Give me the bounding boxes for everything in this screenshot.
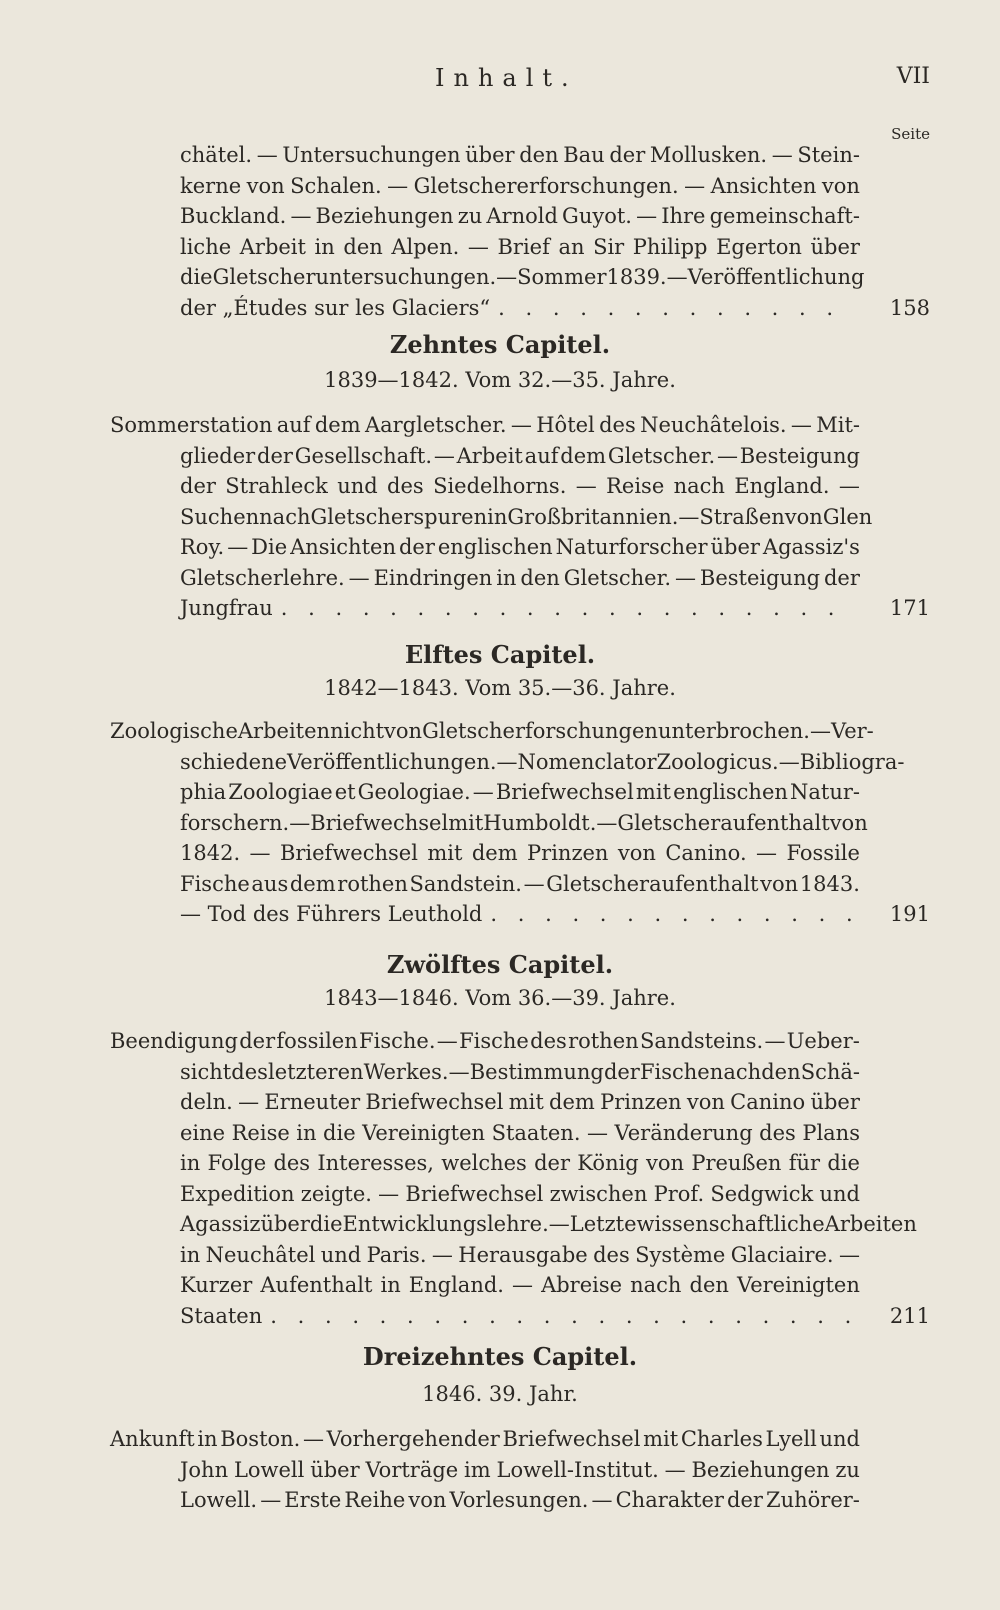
entry-last-line bbox=[180, 899, 860, 929]
entry-text-line: der Strahleck und des Siedelhorns. — Reise nach England. — bbox=[180, 474, 860, 498]
chapter-years: 1846. 39. Jahr. bbox=[422, 1382, 578, 1406]
entry-text-line: glieder der Gesellschaft. — Arbeit auf dem Gletscher. — Besteigung bbox=[180, 443, 860, 468]
entry-text-line: phia Zoologiae et Geologiae. — Briefwechsel mit englischen Natur- bbox=[180, 780, 860, 804]
dot-leader bbox=[270, 1301, 852, 1331]
entry-last-line-text: — Tod des Führers Leuthold bbox=[180, 902, 483, 926]
entry-text-line: Zoologische Arbeiten nicht von Gletscherforschungen unterbrochen. — Ver- bbox=[110, 719, 874, 743]
entry-text-line: kerne von Schalen. — Gletschererforschungen. — Ansichten von bbox=[180, 173, 860, 198]
entry-last-line-text: Staaten bbox=[180, 1303, 263, 1328]
chapter-years: 1839—1842. Vom 32.—35. Jahre. bbox=[324, 368, 676, 392]
entry-text-line: Roy. — Die Ansichten der englischen Naturforscher über Agassiz's bbox=[180, 535, 860, 559]
entry-text-line: in Neuchâtel und Paris. — Herausgabe des Système Glaciaire. — bbox=[180, 1242, 860, 1267]
entry-text-line: forschern. — Briefwechsel mit Humboldt. — Gletscheraufenthalt von bbox=[180, 810, 868, 835]
entry-last-line bbox=[180, 593, 860, 623]
dot-leader bbox=[281, 593, 852, 623]
running-head bbox=[0, 64, 1000, 94]
entry-text-line: Fische aus dem rothen Sandstein. — Gletscheraufenthalt von 1843. bbox=[180, 871, 860, 896]
entry-page-number: 211 bbox=[889, 1303, 930, 1328]
entry-text-line: John Lowell über Vorträge im Lowell-Institut. — Beziehungen zu bbox=[180, 1457, 860, 1482]
entry-text-line: die Gletscheruntersuchungen. — Sommer 1839. — Veröffentlichung bbox=[180, 265, 865, 289]
entry-page-number: 191 bbox=[889, 902, 930, 926]
chapter-years: 1843—1846. Vom 36.—39. Jahre. bbox=[324, 986, 676, 1010]
entry-text-line: Gletscherlehre. — Eindringen in den Gletscher. — Besteigung der bbox=[180, 565, 860, 590]
entry-text-line: sicht des letzteren Werkes. — Bestimmung der Fische nach den Schä- bbox=[180, 1059, 860, 1084]
entry-last-line bbox=[180, 293, 860, 323]
chapter-title: Zehntes Capitel. bbox=[389, 330, 611, 359]
running-head-title: Inhalt. bbox=[435, 64, 578, 92]
entry-text-line: Beendigung der fossilen Fische. — Fische des rothen Sandsteins. — Ueber- bbox=[110, 1029, 860, 1053]
chapter-title: Dreizehntes Capitel. bbox=[362, 1342, 638, 1371]
seite-label: Seite bbox=[891, 125, 930, 143]
entry-text-line: schiedene Veröffentlichungen. — Nomenclator Zoologicus. — Bibliogra- bbox=[180, 749, 905, 774]
entry-last-line bbox=[180, 1301, 860, 1331]
entry-text-line: Buckland. — Beziehungen zu Arnold Guyot. — Ihre gemeinschaft- bbox=[180, 204, 860, 228]
dot-leader bbox=[490, 899, 852, 929]
entry-page-number: 158 bbox=[889, 295, 930, 320]
chapter-title: Elftes Capitel. bbox=[404, 640, 596, 669]
entry-text-line: chätel. — Untersuchungen über den Bau der Mollusken. — Stein- bbox=[180, 143, 860, 167]
entry-text-line: Ankunft in Boston. — Vorhergehender Briefwechsel mit Charles Lyell und bbox=[110, 1427, 860, 1451]
entry-page-number: 171 bbox=[889, 596, 930, 620]
entry-text-line: Expedition zeigte. — Briefwechsel zwischen Prof. Sedgwick und bbox=[180, 1181, 860, 1206]
chapter-title: Zwölftes Capitel. bbox=[386, 950, 614, 979]
entry-text-line: 1842. — Briefwechsel mit dem Prinzen von Canino. — Fossile bbox=[180, 841, 860, 865]
entry-text-line: Agassiz über die Entwicklungslehre. — Letzte wissenschaftliche Arbeiten bbox=[180, 1212, 917, 1236]
entry-last-line-text: der „Études sur les Glaciers“ bbox=[180, 295, 491, 320]
chapter-years: 1842—1843. Vom 35.—36. Jahre. bbox=[324, 676, 676, 700]
entry-text-line: liche Arbeit in den Alpen. — Brief an Sir Philipp Egerton über bbox=[180, 234, 860, 259]
entry-text-line: deln. — Erneuter Briefwechsel mit dem Prinzen von Canino über bbox=[180, 1090, 860, 1114]
entry-text-line: in Folge des Interesses, welches der König von Preußen für die bbox=[180, 1151, 860, 1175]
entry-text-line: eine Reise in die Vereinigten Staaten. — Veränderung des Plans bbox=[180, 1120, 860, 1145]
entry-text-line: Sommerstation auf dem Aargletscher. — Hôtel des Neuchâtelois. — Mit- bbox=[110, 413, 860, 437]
entry-text-line: Kurzer Aufenthalt in England. — Abreise nach den Vereinigten bbox=[180, 1273, 860, 1297]
running-head-page-number: VII bbox=[896, 64, 930, 89]
entry-last-line-text: Jungfrau bbox=[180, 596, 273, 620]
entry-text-line: Suchen nach Gletscherspuren in Großbritannien. — Straßen von Glen bbox=[180, 504, 873, 529]
entry-text-line: Lowell. — Erste Reihe von Vorlesungen. — Charakter der Zuhörer- bbox=[180, 1488, 860, 1512]
dot-leader bbox=[498, 293, 852, 323]
